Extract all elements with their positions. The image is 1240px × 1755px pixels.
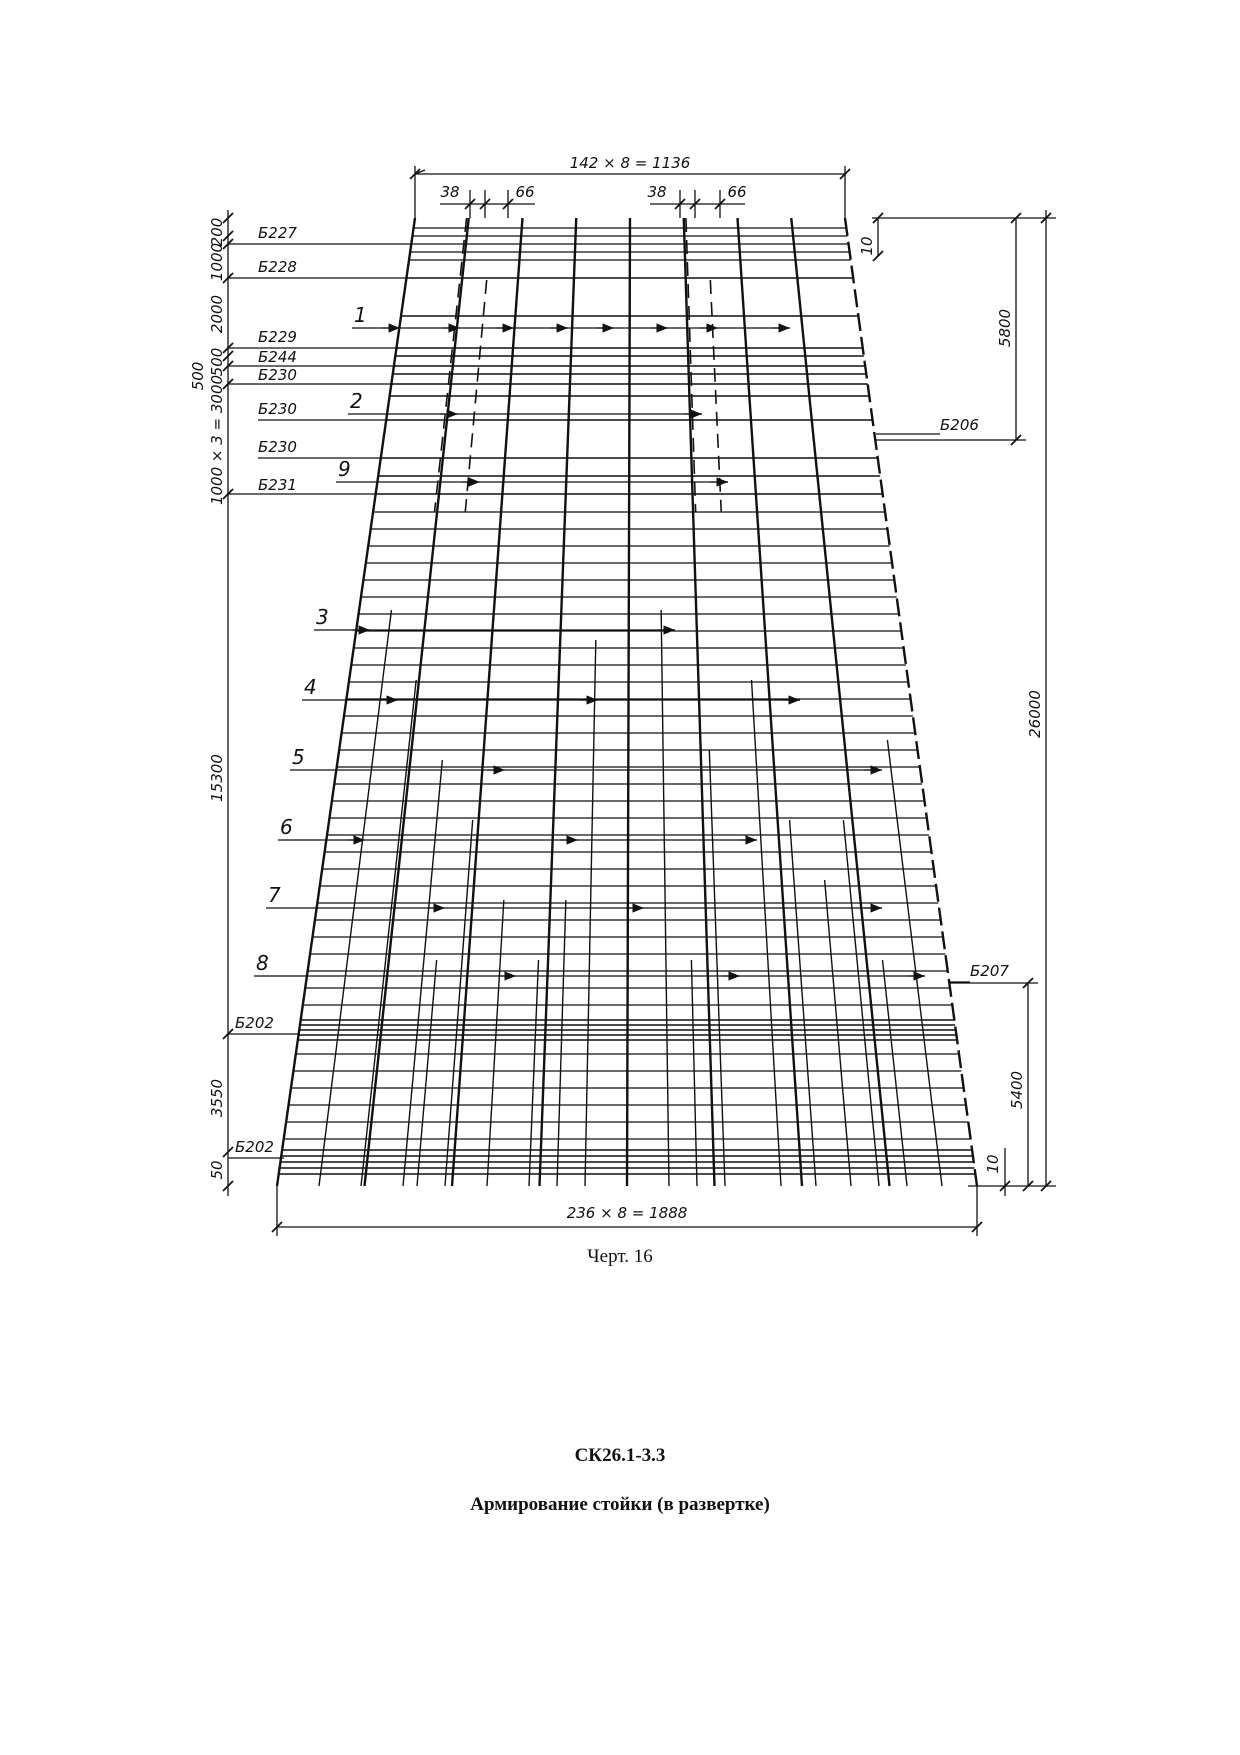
bar-marker-number: 1 (354, 303, 367, 327)
bar-marker-number: 6 (280, 815, 293, 839)
additional-bar (825, 880, 851, 1186)
hoop-labels (235, 224, 1009, 1156)
longitudinal-bar (452, 218, 523, 1186)
additional-bar (790, 820, 816, 1186)
additional-bar (557, 900, 566, 1186)
left-dimension-3000: 1000 × 3 = 3000 (208, 374, 226, 506)
additional-bar (585, 640, 596, 1186)
reinforcement-mesh (277, 218, 977, 1186)
left-dimension-2000: 2000 (208, 294, 226, 334)
additional-bar (661, 610, 669, 1186)
longitudinal-bar (738, 218, 803, 1186)
right-dimension-5400: 5400 (1008, 1070, 1026, 1110)
additional-bar (843, 820, 879, 1186)
additional-bar (691, 960, 697, 1186)
document-title: Армирование стойки (в развертке) (470, 1494, 770, 1515)
hoop-label: Б244 (258, 348, 297, 366)
additional-bar (445, 820, 473, 1186)
additional-bar (752, 680, 781, 1186)
top-right-dimension-a: 38 (647, 183, 667, 201)
hoop-label: Б206 (940, 416, 979, 434)
additional-bar (361, 680, 416, 1186)
left-dimension-15300: 15300 (208, 754, 226, 802)
left-dimension-500-b: 500 (208, 347, 226, 377)
left-dimension-1000: 1000 (208, 242, 226, 282)
hoop-label: Б202 (235, 1138, 274, 1156)
additional-bar (529, 960, 539, 1186)
dimension-lines (228, 166, 1056, 1236)
dimension-texts (189, 154, 1044, 1222)
document-code: СК26.1-3.3 (574, 1445, 666, 1466)
longitudinal-bar (540, 218, 577, 1186)
top-left-dimension-b: 66 (515, 183, 535, 201)
additional-bar (319, 610, 391, 1186)
right-top-small-dimension: 10 (858, 236, 876, 256)
left-dimension-200: 200 (208, 217, 226, 247)
bar-marker-number: 7 (268, 883, 281, 907)
right-dimension-26000: 26000 (1026, 690, 1044, 738)
hoop-label: Б202 (235, 1014, 274, 1032)
longitudinal-bar (277, 218, 415, 1186)
additional-bar (887, 740, 942, 1186)
longitudinal-bar (684, 218, 715, 1186)
top-total-dimension: 142 × 8 = 1136 (569, 154, 691, 172)
hoop-label: Б229 (258, 328, 297, 346)
hoop-label: Б207 (970, 962, 1009, 980)
additional-bar (417, 960, 437, 1186)
bar-marker-number: 4 (304, 675, 317, 699)
hoop-label: Б231 (258, 476, 297, 494)
hoop-label: Б227 (258, 224, 297, 242)
short-bar (435, 218, 467, 512)
right-bottom-small-dimension: 10 (984, 1154, 1002, 1174)
top-left-dimension-a: 38 (440, 183, 460, 201)
hoop-label: Б230 (258, 400, 297, 418)
hoop-label: Б228 (258, 258, 297, 276)
left-dimension-500-a: 500 (189, 361, 207, 391)
bar-marker-number: 8 (256, 951, 269, 975)
bar-marker-number: 2 (350, 389, 363, 413)
additional-bar (487, 900, 504, 1186)
bottom-total-dimension: 236 × 8 = 1888 (566, 1204, 688, 1222)
bar-marker-number: 5 (292, 745, 305, 769)
left-dimension-50: 50 (208, 1160, 226, 1180)
hoop-label: Б230 (258, 438, 297, 456)
left-dimension-3550: 3550 (208, 1078, 226, 1118)
figure-caption: Черт. 16 (587, 1246, 653, 1267)
hoop-label: Б230 (258, 366, 297, 384)
bar-marker-number: 9 (338, 457, 351, 481)
bar-marker-number: 3 (316, 605, 329, 629)
top-right-dimension-b: 66 (727, 183, 747, 201)
right-dimension-5800: 5800 (996, 308, 1014, 348)
